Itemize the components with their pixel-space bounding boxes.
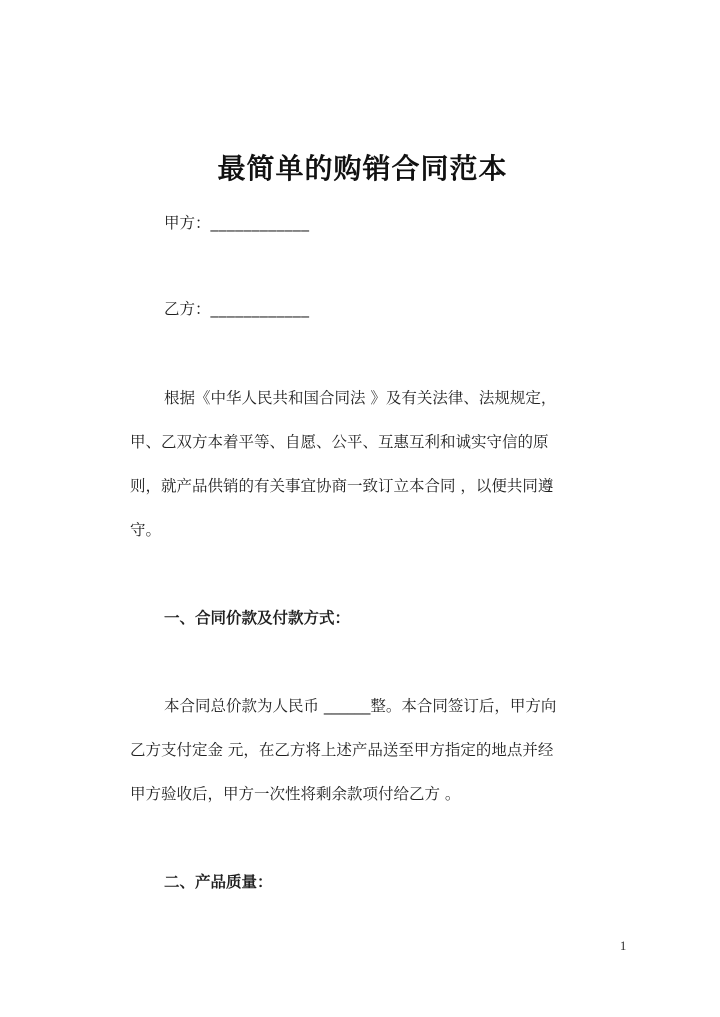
party-a-label: 甲方：: [164, 214, 211, 232]
party-b-label: 乙方：: [164, 300, 211, 319]
recital-line-4-text: 守。: [130, 521, 162, 539]
payment-line-3-text: 甲方验收后，甲方一次性将剩余款项付给乙方 。: [130, 785, 461, 803]
section-1-body: [130, 684, 595, 816]
payment-line-2: [130, 728, 595, 772]
section-1: [130, 596, 595, 640]
recital-paragraph: [130, 376, 595, 552]
recital-line-4: [130, 508, 595, 552]
party-a-fill-blank: ____________: [210, 214, 310, 232]
party-block: [130, 212, 595, 322]
payment-line-2-text: 乙方支付定金 元，在乙方将上述产品送至甲方指定的地点并经: [130, 741, 554, 759]
recital-line-1-text: 根据《中华人民共和国合同法 》及有关法律、法规规定，: [164, 389, 557, 407]
payment-line-3: [130, 772, 595, 816]
recital-line-3: [130, 464, 595, 508]
party-b-line: [130, 298, 595, 321]
recital-line-2-text: 甲、乙双方本着平等、自愿、公平、互惠互利和诚实守信的原: [130, 433, 549, 451]
page-title: 最简单的购销合同范本: [217, 152, 508, 185]
payment-line-1-text: 本合同总价款为人民币 ______整。本合同签订后，甲方向: [164, 697, 557, 715]
recital-line-2: [130, 420, 595, 464]
recital-line-1: [130, 376, 595, 420]
recital-line-3-text: 则，就产品供销的有关事宜协商一致订立本合同 ，以便共同遵: [130, 477, 554, 495]
section-2-heading: 二、产品质量：: [164, 873, 273, 891]
section-1-heading: 一、合同价款及付款方式：: [164, 609, 351, 627]
page-number: 1: [620, 939, 627, 953]
party-a-line: [130, 212, 595, 235]
section-2: [130, 860, 595, 904]
party-b-fill-blank: ____________: [210, 300, 310, 319]
payment-line-1: [130, 684, 595, 728]
